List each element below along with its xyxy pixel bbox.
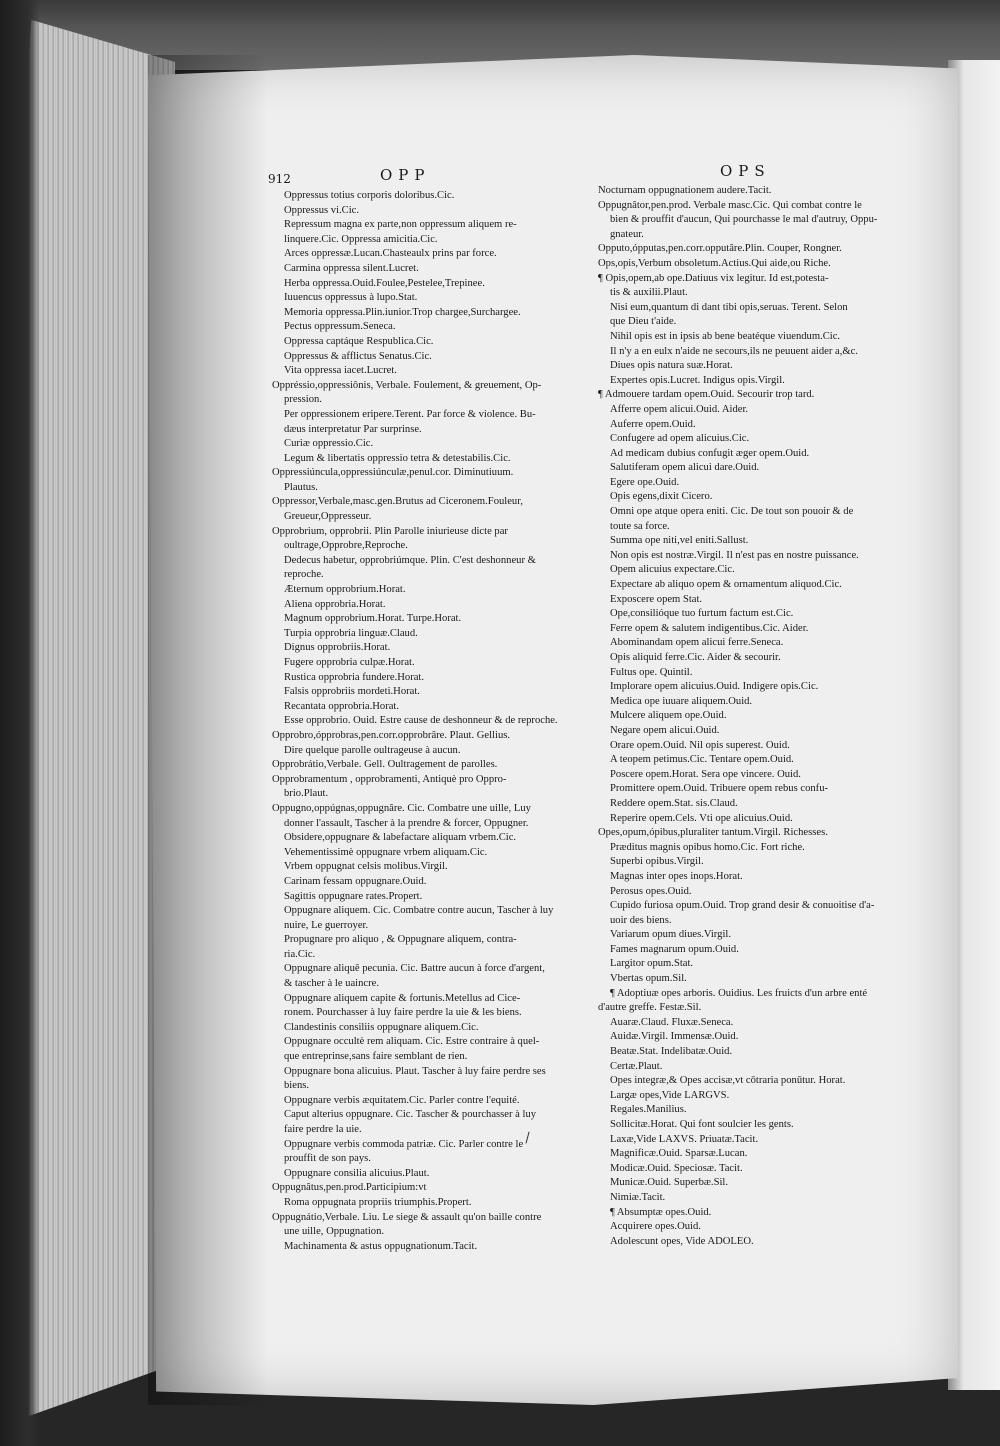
running-head-left: OPP [380,166,431,184]
text-line: que entreprinse,sans faire semblant de rien. [284,1051,468,1063]
text-line: Aliena opprobria.Horat. [284,598,386,610]
text-line: Laxæ,Vide LAXVS. Priuatæ.Tacit. [610,1133,759,1145]
text-line: Mulcere aliquem ope.Ouid. [610,710,727,722]
right-text-column [598,184,910,1249]
text-line: ria.Cic. [284,948,316,960]
text-line: Omni ope atque opera eniti. Cic. De tout son pouoir & de [610,506,854,518]
text-line: Nocturnam oppugnationem audere.Tacit. [598,185,772,196]
gutter-shadow [148,55,268,1405]
text-line: d'autre greffe. Festæ.Sil. [598,1002,702,1014]
text-line: une uille, Oppugnation. [284,1226,385,1238]
text-line: Confugere ad opem alicuius.Cic. [610,433,750,445]
text-line: Adolescunt opes, Vide ADOLEO. [610,1235,754,1247]
text-line: Nisi eum,quantum di dant tibi opis,seruas. Terent. Selon [610,301,848,313]
text-line: Reddere opem.Stat. sis.Claud. [610,797,738,809]
text-line: Esse opprobrio. Ouid. Estre cause de deshonneur & de reproche. [284,715,558,727]
text-line: Magnificæ.Ouid. Sparsæ.Lucan. [610,1148,748,1160]
text-line: ¶ Admouere tardam opem.Ouid. Secourir trop tard. [598,389,815,401]
text-line: Egere ope.Ouid. [610,476,680,488]
spine-shadow [0,0,40,1446]
text-line: Medica ope iuuare aliquem.Ouid. [610,695,753,707]
text-line: Fultus ope. Quintil. [610,666,693,678]
text-line: Opes,opum,ópibus,pluraliter tantum.Virgil. Richesses. [598,827,828,839]
text-line: Certæ.Plaut. [610,1060,663,1072]
text-line: Opis aliquid ferre.Cic. Aider & secourir. [610,652,781,663]
text-line: Fugere opprobria culpæ.Horat. [284,657,415,668]
text-line: donner l'assault, Tascher à la prendre & forcer, Oppugner. [284,817,529,829]
text-line: Modicæ.Ouid. Speciosæ. Tacit. [610,1162,743,1174]
text-line: Plautus. [284,481,318,493]
text-line: Oppugnare consilia alicuius.Plaut. [284,1167,430,1179]
text-line: Poscere opem.Horat. Sera ope vincere. Ouid. [610,768,801,780]
text-line: Afferre opem alicui.Ouid. Aider. [610,403,749,415]
text-line: Oppressus totius corporis doloribus.Cic. [284,190,455,201]
text-line: Carinam fessam oppugnare.Ouid. [284,875,427,887]
text-line: toute sa force. [610,520,670,532]
text-line: Auidæ.Virgil. Immensæ.Ouid. [610,1031,739,1043]
page-number: 912 [268,172,291,186]
text-line: Oppressor,Verbale,masc.gen.Brutus ad Ciceronem.Fouleur, [272,496,523,508]
text-line: Oppugno,oppúgnas,oppugnâre. Cic. Combatre une uille, Luy [272,802,531,814]
text-line: Ferre opem & salutem indigentibus.Cic. Aider. [610,622,809,634]
left-text-column [272,189,588,1254]
text-line: Implorare opem alicuius.Ouid. Indigere opis.Cic. [610,681,819,693]
text-line: uoir des biens. [610,914,672,926]
text-line: Magnas inter opes inops.Horat. [610,870,743,882]
text-line: Vbertas opum.Sil. [610,973,687,985]
text-line: oultrage,Opprobre,Reproche. [284,540,408,552]
text-line: Machinamenta & astus oppugnationum.Tacit. [284,1240,478,1252]
text-line: Dignus opprobriis.Horat. [284,642,391,654]
text-line: Diues opis natura suæ.Horat. [610,360,733,372]
text-line: Cupido furiosa opum.Ouid. Trop grand desir & conuoitise d'a- [610,900,875,912]
running-head-right: OPS [720,162,771,180]
text-line: Acquirere opes.Ouid. [610,1221,701,1233]
text-line: linquere.Cic. Oppressa amicitia.Cic. [284,233,438,245]
text-line: Oppugnare verbis commoda patriæ. Cic. Parler contre le [284,1138,524,1150]
text-line: Auaræ.Claud. Fluxæ.Seneca. [610,1016,734,1028]
text-line: Expertes opis.Lucret. Indigus opis.Virgil. [610,374,785,386]
text-line: Summa ope niti,vel eniti.Sallust. [610,535,749,547]
text-line: Legum & libertatis oppressio tetra & detestabilis.Cic. [284,452,511,464]
text-line: Iuuencus oppressus à lupo.Stat. [284,292,418,304]
text-line: Vehementissimè oppugnare vrbem aliquam.Cic. [284,846,488,858]
text-line: Exposcere opem Stat. [610,593,703,605]
text-line: Æternum opprobrium.Horat. [284,584,406,596]
text-line: Opis egens,dixit Cicero. [610,491,713,503]
text-line: Oppressiúncula,oppressiúnculæ,penul.cor. Diminutiuum. [272,467,514,479]
text-line: Arces oppressæ.Lucan.Chasteaulx prins par force. [284,248,497,260]
text-line: Abominandam opem alicui ferre.Seneca. [610,637,784,649]
text-line: Per oppressionem eripere.Terent. Par force & violence. Bu- [284,408,536,420]
text-line: Variarum opum diues.Virgil. [610,929,731,941]
text-line: Oppressus & afflictus Senatus.Cic. [284,350,432,362]
text-line: Promittere opem.Ouid. Tribuere opem rebus confu- [610,783,829,795]
text-line: Turpia opprobria linguæ.Claud. [284,627,418,639]
text-line: Recantata opprobria.Horat. [284,700,400,712]
text-line: faire perdre la uie. [284,1124,362,1135]
text-line: Ad medicam dubius confugit æger opem.Ouid. [610,447,810,459]
text-line: brio.Plaut. [284,788,329,800]
text-line: Auferre opem.Ouid. [610,418,696,430]
text-line: Il n'y a en eulx n'aide ne secours,ils ne peuuent aider a,&c. [610,345,858,357]
text-line: Pectus oppressum.Seneca. [284,321,396,333]
text-line: Oppugnare aliquem. Cic. Combatre contre aucun, Tascher à luy [284,905,554,917]
text-line: ¶ Opis,opem,ab ope.Datiuus vix legitur. Id est,potesta- [598,272,829,284]
text-line: Oppugnâtor,pen.prod. Verbale masc.Cic. Qui combat contre le [598,199,862,211]
text-line: Opem alicuius expectare.Cic. [610,564,735,576]
text-line: Oppugnare aliquem capite & fortunis.Metellus ad Cice- [284,992,521,1004]
text-line: Oppugnátio,Verbale. Liu. Le siege & assault qu'on baille contre [272,1211,542,1223]
text-line: Municæ.Ouid. Superbæ.Sil. [610,1177,729,1189]
text-line: ¶ Absumptæ opes.Ouid. [610,1206,712,1218]
text-line: que Dieu t'aide. [610,316,677,328]
text-line: tis & auxilii.Plaut. [610,287,688,299]
text-line: Opprobro,ópprobras,pen.corr.opprobrâre. Plaut. Gellius. [272,729,511,741]
text-line: Dire quelque parolle oultrageuse à aucun. [284,744,461,756]
text-line: Oppugnare occultè rem aliquam. Cic. Estre contraire à quel- [284,1036,540,1048]
text-line: reproche. [284,569,324,581]
text-line: Negare opem alicui.Ouid. [610,724,720,736]
text-line: Opprobrium, opprobrii. Plin Parolle iniurieuse dicte par [272,525,508,537]
text-line: bien & prouffit d'aucun, Qui pourchasse le mal d'autruy, Oppu- [610,214,878,226]
text-line: Memoria oppressa.Plin.iunior.Trop chargee,Surchargee. [284,306,521,318]
text-line: Greueur,Oppresseur. [284,511,372,523]
text-line: Vrbem oppugnat celsis molibus.Virgil. [284,861,448,873]
text-line: Magnum opprobrium.Horat. Turpe.Horat. [284,613,462,625]
text-line: biens. [284,1080,310,1092]
text-line: Largæ opes,Vide LARGVS. [610,1089,730,1101]
text-line: Sagittis oppugnare rates.Propert. [284,890,423,902]
text-line: pression. [284,394,322,406]
text-line: Oppressus vi.Cic. [284,204,360,216]
text-line: prouffit de son pays. [284,1153,371,1165]
text-line: Orare opem.Ouid. Nil opis superest. Ouid. [610,739,790,751]
text-line: Oppugnare aliquē pecunia. Cic. Battre aucun à force d'argent, [284,963,545,975]
text-line: Non opis est nostræ.Virgil. Il n'est pas en nostre puissance. [610,549,859,561]
text-line: Nihil opis est in ipsis ab bene beatéque viuendum.Cic. [610,330,841,342]
text-line: nuire, Le guerroyer. [284,919,369,931]
text-line: Oppugnâtus,pen.prod.Participium:vt [272,1182,427,1194]
text-line: Regales.Manilius. [610,1104,687,1116]
text-line: ronem. Pourchasser à luy faire perdre la uie & les biens. [284,1007,522,1019]
text-line: A teopem petimus.Cic. Tentare opem.Ouid. [610,754,794,766]
text-line: Perosus opes.Ouid. [610,885,692,897]
text-line: Clandestinis consiliis oppugnare aliquem.Cic. [284,1021,479,1033]
text-line: Rustica opprobria fundere.Horat. [284,671,425,683]
text-line: Oppugnare verbis æquitatem.Cic. Parler contre l'equité. [284,1094,520,1106]
text-line: Opprobramentum , opprobramenti, Antiquè pro Oppro- [272,773,507,785]
text-line: Præditus magnis opibus homo.Cic. Fort riche. [610,841,805,853]
text-line: Herba oppressa.Ouid.Foulee,Pestelee,Trepinee. [284,277,485,289]
text-line: dæus interpretatur Par surprinse. [284,423,422,435]
text-line: Falsis opprobriis mordeti.Horat. [284,686,420,698]
text-line: Obsidere,oppugnare & labefactare aliquam vrbem.Cic. [284,832,517,844]
text-line: Caput alterius oppugnare. Cic. Tascher & pourchasser à luy [284,1109,537,1121]
text-line: Salutiferam opem alicui dare.Ouid. [610,462,760,474]
text-line: & tascher à le uaincre. [284,978,379,990]
text-line: Opes integræ,& Opes accisæ,vt cōtraria ponūtur. Horat. [610,1075,846,1087]
text-line: Opputo,ópputas,pen.corr.opputâre.Plin. Couper, Rongner. [598,243,842,255]
text-line: Roma oppugnata propriis triumphis.Propert. [284,1196,472,1208]
text-line: Ope,consilióque tuo furtum factum est.Cic. [610,608,794,620]
text-line: Sollicitæ.Horat. Qui font soulcier les gents. [610,1119,794,1130]
text-line: Vita oppressa iacet.Lucret. [284,365,397,377]
text-line: Ops,opis,Verbum obsoletum.Actius.Qui aide,ou Riche. [598,257,831,269]
text-line: Fames magnarum opum.Ouid. [610,943,739,955]
text-line: Dedecus habetur, opprobriúmque. Plin. C'est deshonneur & [284,554,536,566]
text-line: Propugnare pro aliquo , & Oppugnare aliquem, contra- [284,934,517,946]
text-line: Oppressa captáque Respublica.Cic. [284,335,434,347]
text-line: Reperire opem.Cels. Vti ope alicuius.Ouid. [610,812,793,824]
text-line: Superbi opibus.Virgil. [610,856,704,868]
text-line: Beatæ.Stat. Indelibatæ.Ouid. [610,1046,733,1058]
text-line: Expectare ab aliquo opem & ornamentum aliquod.Cic. [610,579,842,591]
text-line: Largitor opum.Stat. [610,958,694,970]
text-line: Nimiæ.Tacit. [610,1191,666,1203]
text-line: Carmina oppressa silent.Lucret. [284,262,419,274]
text-line: gnateur. [610,228,644,240]
text-line: Curiæ oppressio.Cic. [284,438,374,450]
text-line: Oppréssio,oppressiônis, Verbale. Foulement, & greuement, Op- [272,379,542,391]
text-line: ¶ Adoptiuæ opes arboris. Ouidius. Les fruicts d'un arbre enté [610,987,868,999]
text-line: Opprobrátio,Verbale. Gell. Oultragement de parolles. [272,759,498,771]
text-line: Oppugnare bona alicuius. Plaut. Tascher à luy faire perdre ses [284,1065,546,1077]
text-line: Repressum magna ex parte,non oppressum aliquem re- [284,219,517,231]
